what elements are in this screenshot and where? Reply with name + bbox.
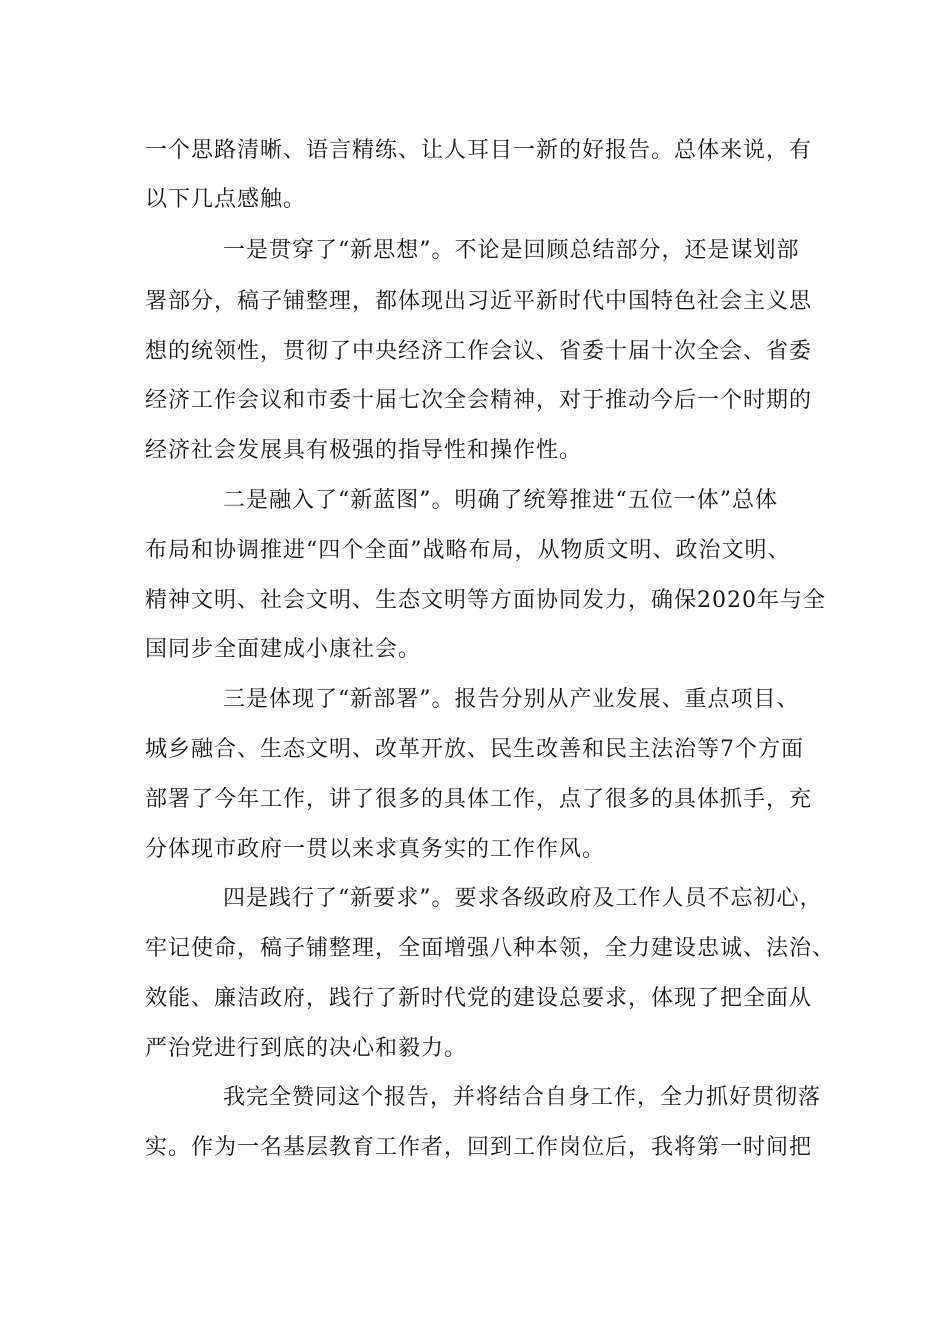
text-line: 实。作为一名基层教育工作者，回到工作岗位后，我将第一时间把 (145, 1135, 813, 1160)
text-line: 想的统领性，贯彻了中央经济工作会议、省委十届十次全会、省委 (145, 339, 813, 364)
paragraph-first-line: 二是融入了“新蓝图”。明确了统筹推进“五位一体”总体 (223, 488, 778, 513)
text-line: 效能、廉洁政府，践行了新时代党的建设总要求，体现了把全面从 (145, 986, 813, 1011)
text-line: 经济工作会议和市委十届七次全会精神，对于推动今后一个时期的 (145, 388, 813, 413)
paragraph-first-line: 四是践行了“新要求”。要求各级政府及工作人员不忘初心， (223, 886, 823, 911)
paragraph-first-line: 我完全赞同这个报告，并将结合自身工作，全力抓好贯彻落 (223, 1085, 822, 1110)
text-line: 署部分，稿子铺整理，都体现出习近平新时代中国特色社会主义思 (145, 289, 813, 314)
text-line: 城乡融合、生态文明、改革开放、民生改善和民主法治等7个方面 (145, 737, 804, 762)
text-line: 严治党进行到底的决心和毅力。 (145, 1036, 468, 1061)
text-line: 精神文明、社会文明、生态文明等方面协同发力，确保2020年与全 (145, 588, 826, 613)
paragraph-first-line: 一是贯穿了“新思想”。不论是回顾总结部分，还是谋划部 (223, 238, 800, 263)
text-line: 一个思路清晰、语言精练、让人耳目一新的好报告。总体来说，有 (145, 138, 813, 163)
text-line: 布局和协调推进“四个全面”战略布局，从物质文明、政治文明、 (145, 538, 791, 563)
text-line: 部署了今年工作，讲了很多的具体工作，点了很多的具体抓手，充 (145, 787, 813, 812)
text-line: 分体现市政府一贯以来求真务实的工作作风。 (145, 837, 606, 862)
paragraph-first-line: 三是体现了“新部署”。报告分别从产业发展、重点项目、 (223, 687, 800, 712)
text-line: 牢记使命，稿子铺整理，全面增强八种本领，全力建设忠诚、法治、 (145, 936, 836, 961)
text-line: 经济社会发展具有极强的指导性和操作性。 (145, 438, 583, 463)
text-line: 以下几点感触。 (145, 187, 307, 212)
text-line: 国同步全面建成小康社会。 (145, 637, 422, 662)
